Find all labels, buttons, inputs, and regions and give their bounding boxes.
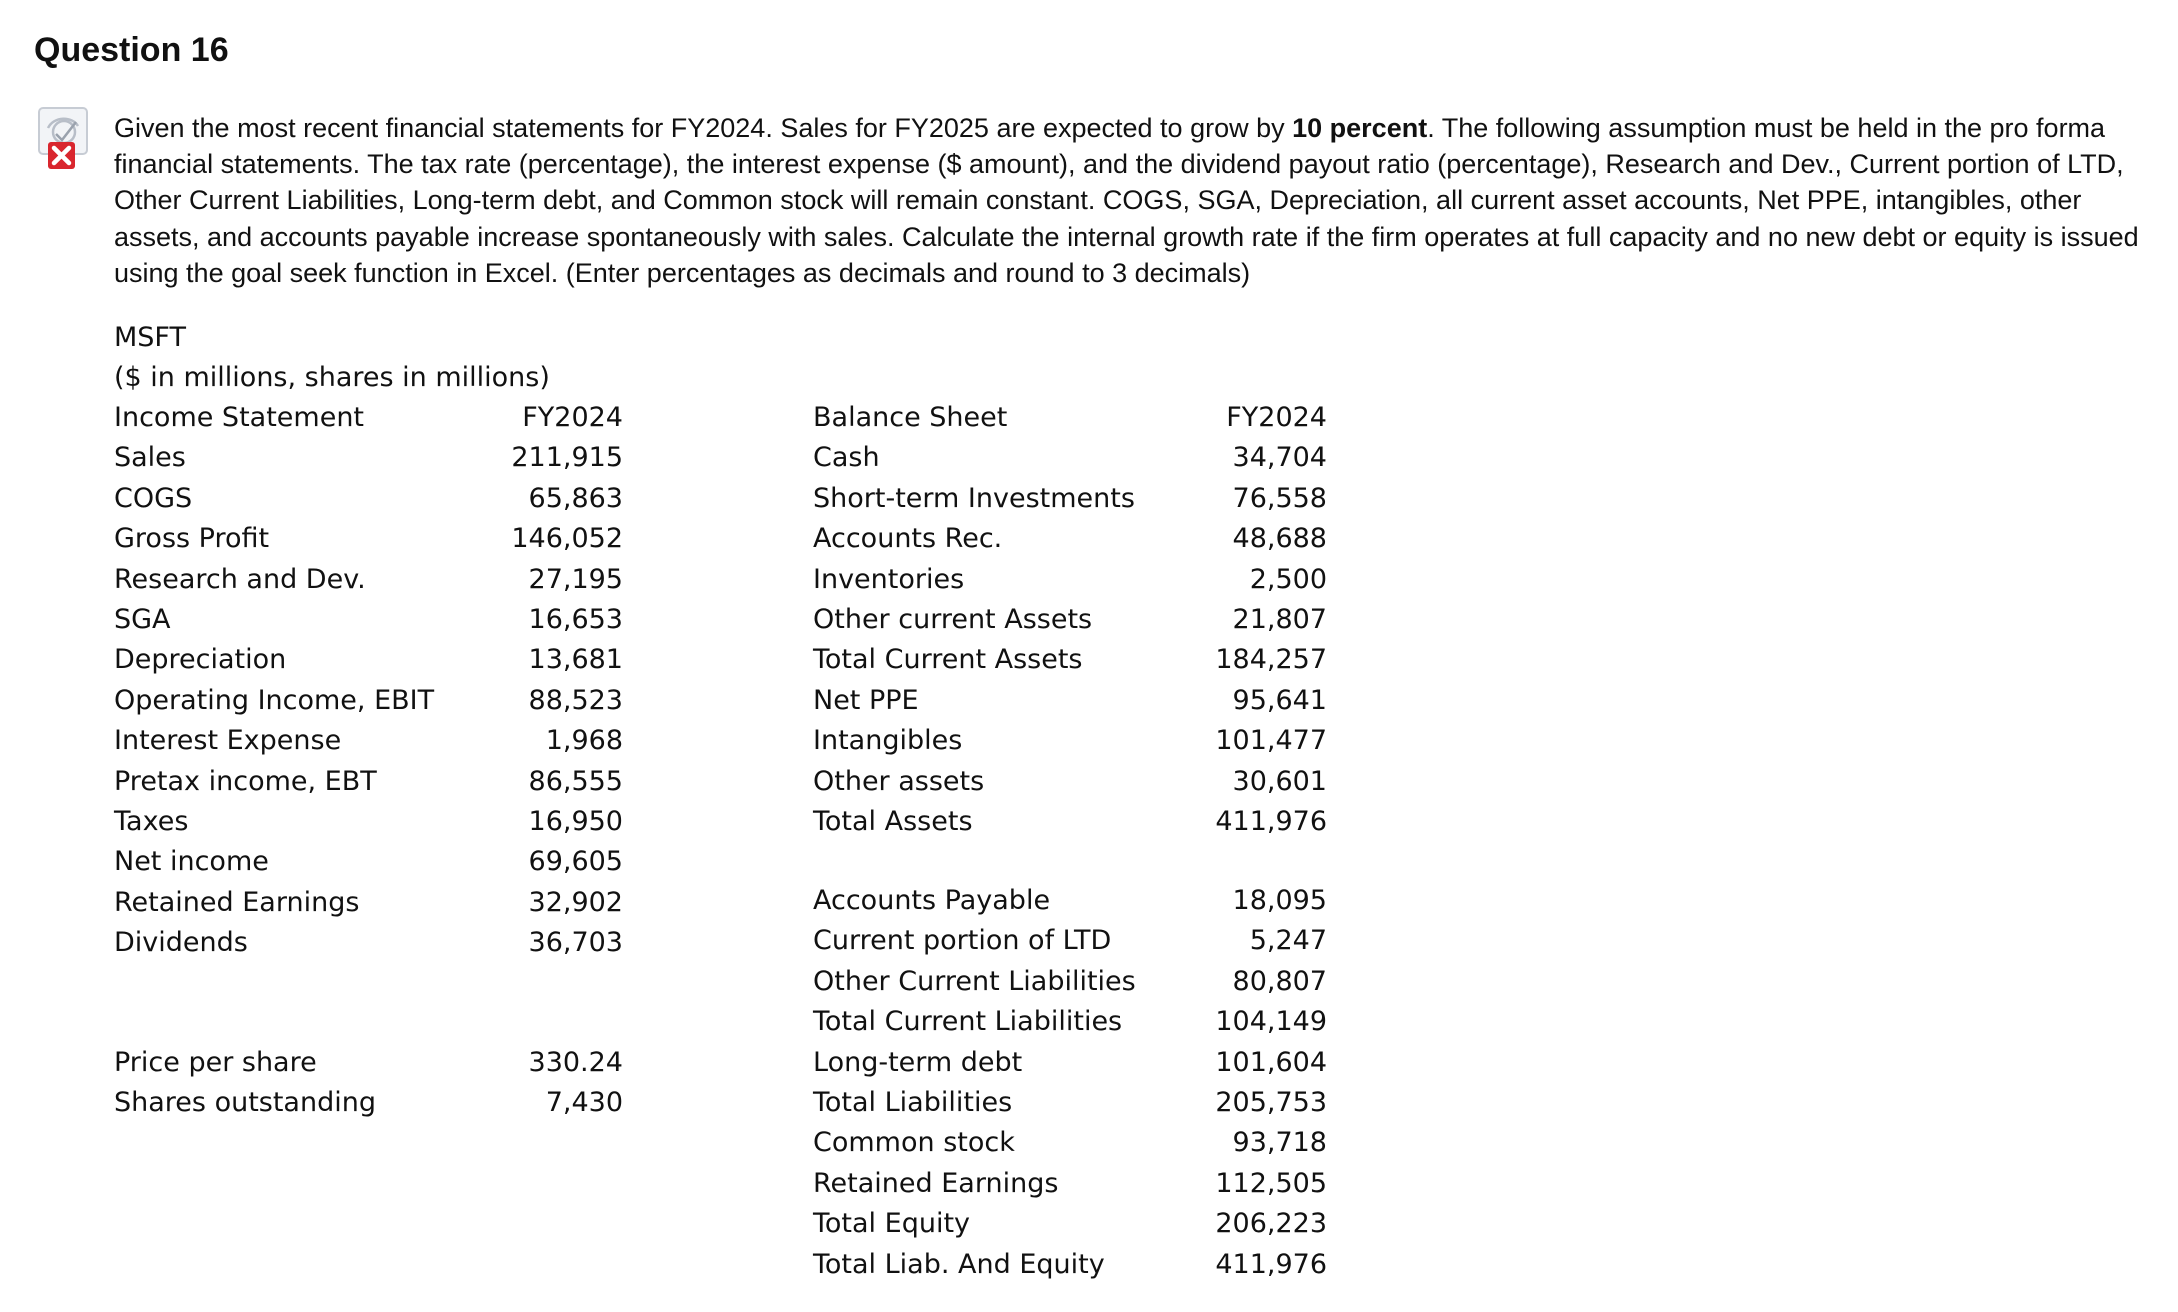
is-row-label: Interest Expense	[114, 725, 342, 757]
is-row-value: 65,863	[528, 482, 623, 514]
prompt-text-part1: Given the most recent financial statements for FY2024. Sales for FY2025 are expected to grow by	[114, 113, 1293, 143]
bs-liability-label: Current portion of LTD	[813, 925, 1112, 957]
bs-asset-value: 184,257	[1215, 644, 1327, 676]
bs-asset-label: Cash	[813, 442, 880, 474]
is-row-value: 16,653	[528, 603, 623, 635]
bs-asset-label: Other current Assets	[813, 603, 1093, 635]
bs-liability-value: 411,976	[1215, 1248, 1327, 1280]
question-title: Question 16	[34, 31, 229, 69]
income-statement-values	[460, 398, 623, 963]
bs-asset-label: Other assets	[813, 765, 985, 797]
bs-asset-label: Net PPE	[813, 684, 919, 716]
is-row-value: 88,523	[528, 684, 623, 716]
income-statement-header: Income Statement	[114, 402, 365, 433]
is-row-value: 211,915	[511, 442, 623, 474]
is-row-value: 13,681	[528, 644, 623, 676]
bs-liability-label: Total Liabilities	[813, 1086, 1013, 1118]
bs-liability-label: Common stock	[813, 1127, 1015, 1159]
bs-liability-value: 18,095	[1232, 885, 1327, 916]
shares-outstanding-label: Shares outstanding	[114, 1087, 376, 1119]
units-note: ($ in millions, shares in millions)	[114, 362, 550, 393]
is-row-label: Sales	[114, 442, 186, 474]
bs-asset-label: Total Current Assets	[813, 644, 1083, 676]
share-data-values	[460, 1043, 623, 1124]
growth-rate-emphasis: 10 percent	[1292, 113, 1428, 143]
balance-sheet-header: Balance Sheet	[813, 402, 1008, 433]
bs-liability-value: 205,753	[1215, 1086, 1327, 1118]
bs-liability-value: 101,604	[1215, 1046, 1327, 1078]
is-row-label: COGS	[114, 482, 193, 514]
bs-liability-value: 104,149	[1215, 1006, 1327, 1038]
is-row-value: 146,052	[511, 523, 623, 555]
is-row-value: 69,605	[528, 846, 623, 878]
bs-asset-label: Total Assets	[813, 805, 973, 837]
bs-liability-value: 93,718	[1232, 1127, 1327, 1159]
is-row-label: Net income	[114, 846, 269, 878]
bs-asset-label: Intangibles	[813, 725, 963, 757]
bs-liability-value: 112,505	[1215, 1167, 1327, 1199]
bs-asset-value: 95,641	[1232, 684, 1327, 716]
bs-liability-label: Retained Earnings	[813, 1167, 1059, 1199]
is-row-value: 36,703	[528, 927, 623, 959]
bs-liability-value: 5,247	[1249, 925, 1327, 957]
bs-liability-value: 80,807	[1232, 965, 1327, 997]
bs-asset-value: 411,976	[1215, 805, 1327, 837]
balance-sheet-asset-values	[1160, 398, 1327, 842]
bs-asset-value: 34,704	[1232, 442, 1327, 474]
balance-sheet-liability-values	[1160, 881, 1327, 1285]
price-per-share-value: 330.24	[528, 1047, 623, 1078]
bs-asset-value: 76,558	[1232, 482, 1327, 514]
bs-asset-value: 48,688	[1232, 523, 1327, 555]
bs-liability-label: Total Equity	[813, 1208, 971, 1240]
bs-asset-label: Short-term Investments	[813, 482, 1135, 514]
shares-outstanding-value: 7,430	[545, 1087, 623, 1119]
income-statement-year: FY2024	[522, 402, 623, 433]
bs-asset-value: 30,601	[1232, 765, 1327, 797]
bs-liability-value: 206,223	[1215, 1208, 1327, 1240]
balance-sheet-year: FY2024	[1226, 402, 1327, 433]
is-row-label: Taxes	[114, 805, 189, 837]
is-row-value: 32,902	[528, 886, 623, 918]
bs-asset-value: 2,500	[1249, 563, 1327, 595]
is-row-label: Dividends	[114, 927, 248, 959]
bs-asset-value: 101,477	[1215, 725, 1327, 757]
is-row-label: Retained Earnings	[114, 886, 360, 918]
bs-liability-label: Total Liab. And Equity	[813, 1248, 1105, 1280]
bs-liability-label: Accounts Payable	[813, 885, 1051, 916]
company-ticker: MSFT	[114, 322, 186, 353]
is-row-label: Gross Profit	[114, 523, 270, 555]
is-row-label: Depreciation	[114, 644, 287, 676]
bs-asset-label: Accounts Rec.	[813, 523, 1003, 555]
bs-liability-label: Long-term debt	[813, 1046, 1023, 1078]
bs-liability-label: Other Current Liabilities	[813, 965, 1136, 997]
is-row-value: 27,195	[528, 563, 623, 595]
is-row-label: Pretax income, EBT	[114, 765, 377, 797]
is-row-value: 1,968	[545, 725, 623, 757]
is-row-label: Research and Dev.	[114, 563, 366, 595]
is-row-value: 86,555	[528, 765, 623, 797]
price-per-share-label: Price per share	[114, 1047, 317, 1078]
is-row-value: 16,950	[528, 805, 623, 837]
incorrect-x-icon	[38, 106, 102, 178]
is-row-label: SGA	[114, 603, 171, 635]
bs-liability-label: Total Current Liabilities	[813, 1006, 1123, 1038]
bs-asset-label: Inventories	[813, 563, 965, 595]
is-row-label: Operating Income, EBIT	[114, 684, 435, 716]
question-prompt	[114, 110, 2144, 291]
bs-asset-value: 21,807	[1232, 603, 1327, 635]
prompt-text-part2: . The following assumption must be held in the pro forma financial statements. The tax rate (percentage), the interest expense ($ amount), and the dividend payout ratio (percentage), Research and Dev., Current portion of LTD, Other Current Liabilities, Long-term debt, and Common stock will remain constant. COGS, SGA, Depreciation, all current asset accounts, Net PPE, intangibles, other assets, and accounts payable increase spontaneously with sales. Calculate the internal growth rate if the firm operates at full capacity and no new debt or equity is issued using the goal seek function in Excel. (Enter percentages as decimals and round to 3 decimals)	[114, 113, 2139, 288]
